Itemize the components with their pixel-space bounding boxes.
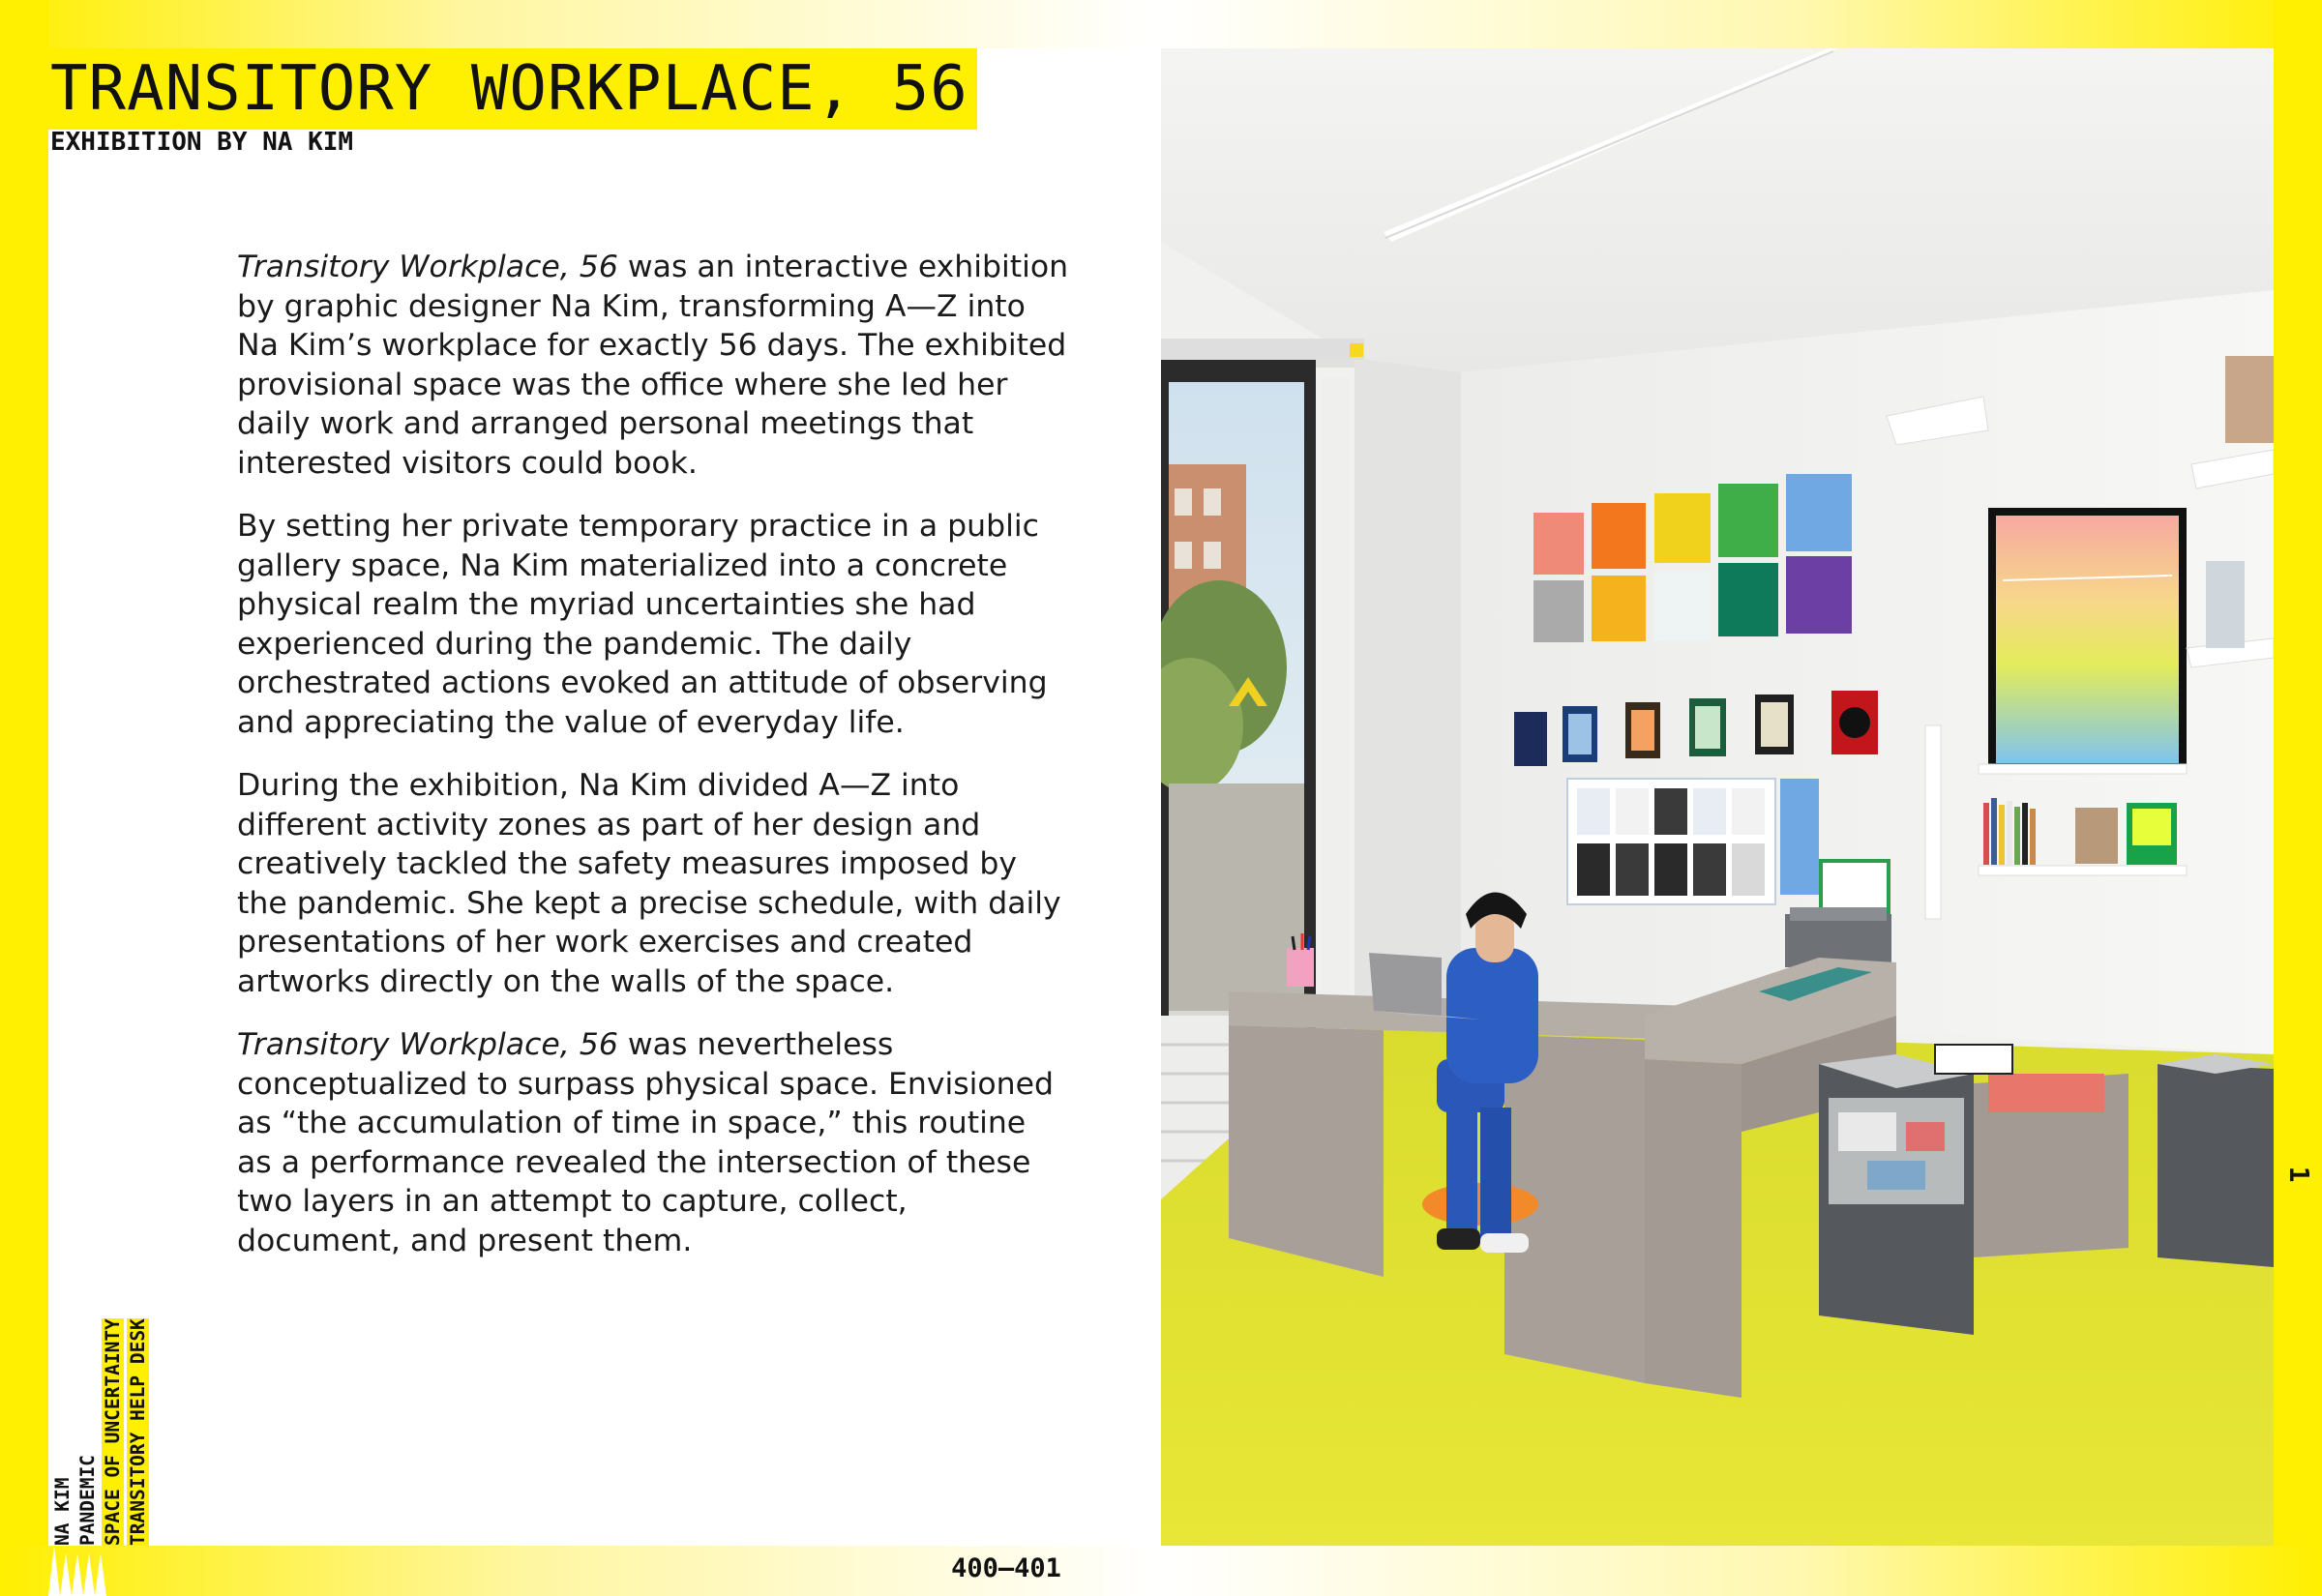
side-index-item[interactable]: SPACE OF UNCERTAINTY (102, 1318, 124, 1546)
paragraph-4-text: was nevertheless conceptualized to surpass physical space. Envisioned as “the accumulation of time in space,” this routine as a performance revealed the intersection of these two layers in an attempt to capture, collect, document, and present them. (237, 1027, 1055, 1258)
paragraph-1-text: was an interactive exhibition by graphic designer Na Kim, transforming A—Z into Na Kim’s workplace for exactly 56 days. The exhibited provisional space was the office where she led her daily work and arranged personal meetings that interested visitors could book. (237, 250, 1069, 481)
yellow-frame-left (0, 0, 48, 1596)
side-index-item[interactable]: NA KIM (51, 1477, 74, 1546)
paragraph-3: During the exhibition, Na Kim divided A—Z into different activity zones as part of her design and creatively tackled the safety measures imposed by the pandemic. She kept a precise schedule, with daily presentations of her work exercises and created artworks directly on the walls of the space. (237, 768, 1061, 999)
side-index (50, 1318, 151, 1546)
exhibition-photo (1161, 48, 2274, 1546)
paragraph-1 (237, 248, 1069, 483)
zigzag-ornament (48, 1546, 116, 1596)
page-title: TRANSITORY WORKPLACE, 56 (50, 53, 968, 125)
page-number: 400–401 (951, 1553, 1061, 1583)
paragraph-4-title: Transitory Workplace, 56 (237, 1027, 618, 1062)
yellow-frame-top-left (0, 0, 1161, 48)
page-subtitle: EXHIBITION BY NA KIM (50, 128, 354, 157)
paragraph-1-title: Transitory Workplace, 56 (237, 250, 618, 284)
yellow-frame-right (2274, 0, 2322, 1596)
yellow-frame-bottom-right (1161, 1546, 2322, 1596)
side-index-item[interactable]: PANDEMIC (76, 1455, 99, 1546)
paragraph-2: By setting her private temporary practice in a public gallery space, Na Kim materialized into a concrete physical realm the myriad uncertainties she had experienced during the pandemic. The daily orchestrated actions evoked an attitude of observing and appreciating the value of everyday life. (237, 509, 1048, 740)
article-body (237, 248, 1069, 1285)
side-index-item[interactable]: TRANSITORY HELP DESK (127, 1318, 149, 1546)
paragraph-4 (237, 1025, 1069, 1260)
yellow-frame-top-right (1161, 0, 2322, 48)
folio-number: 1 (2283, 1166, 2315, 1183)
